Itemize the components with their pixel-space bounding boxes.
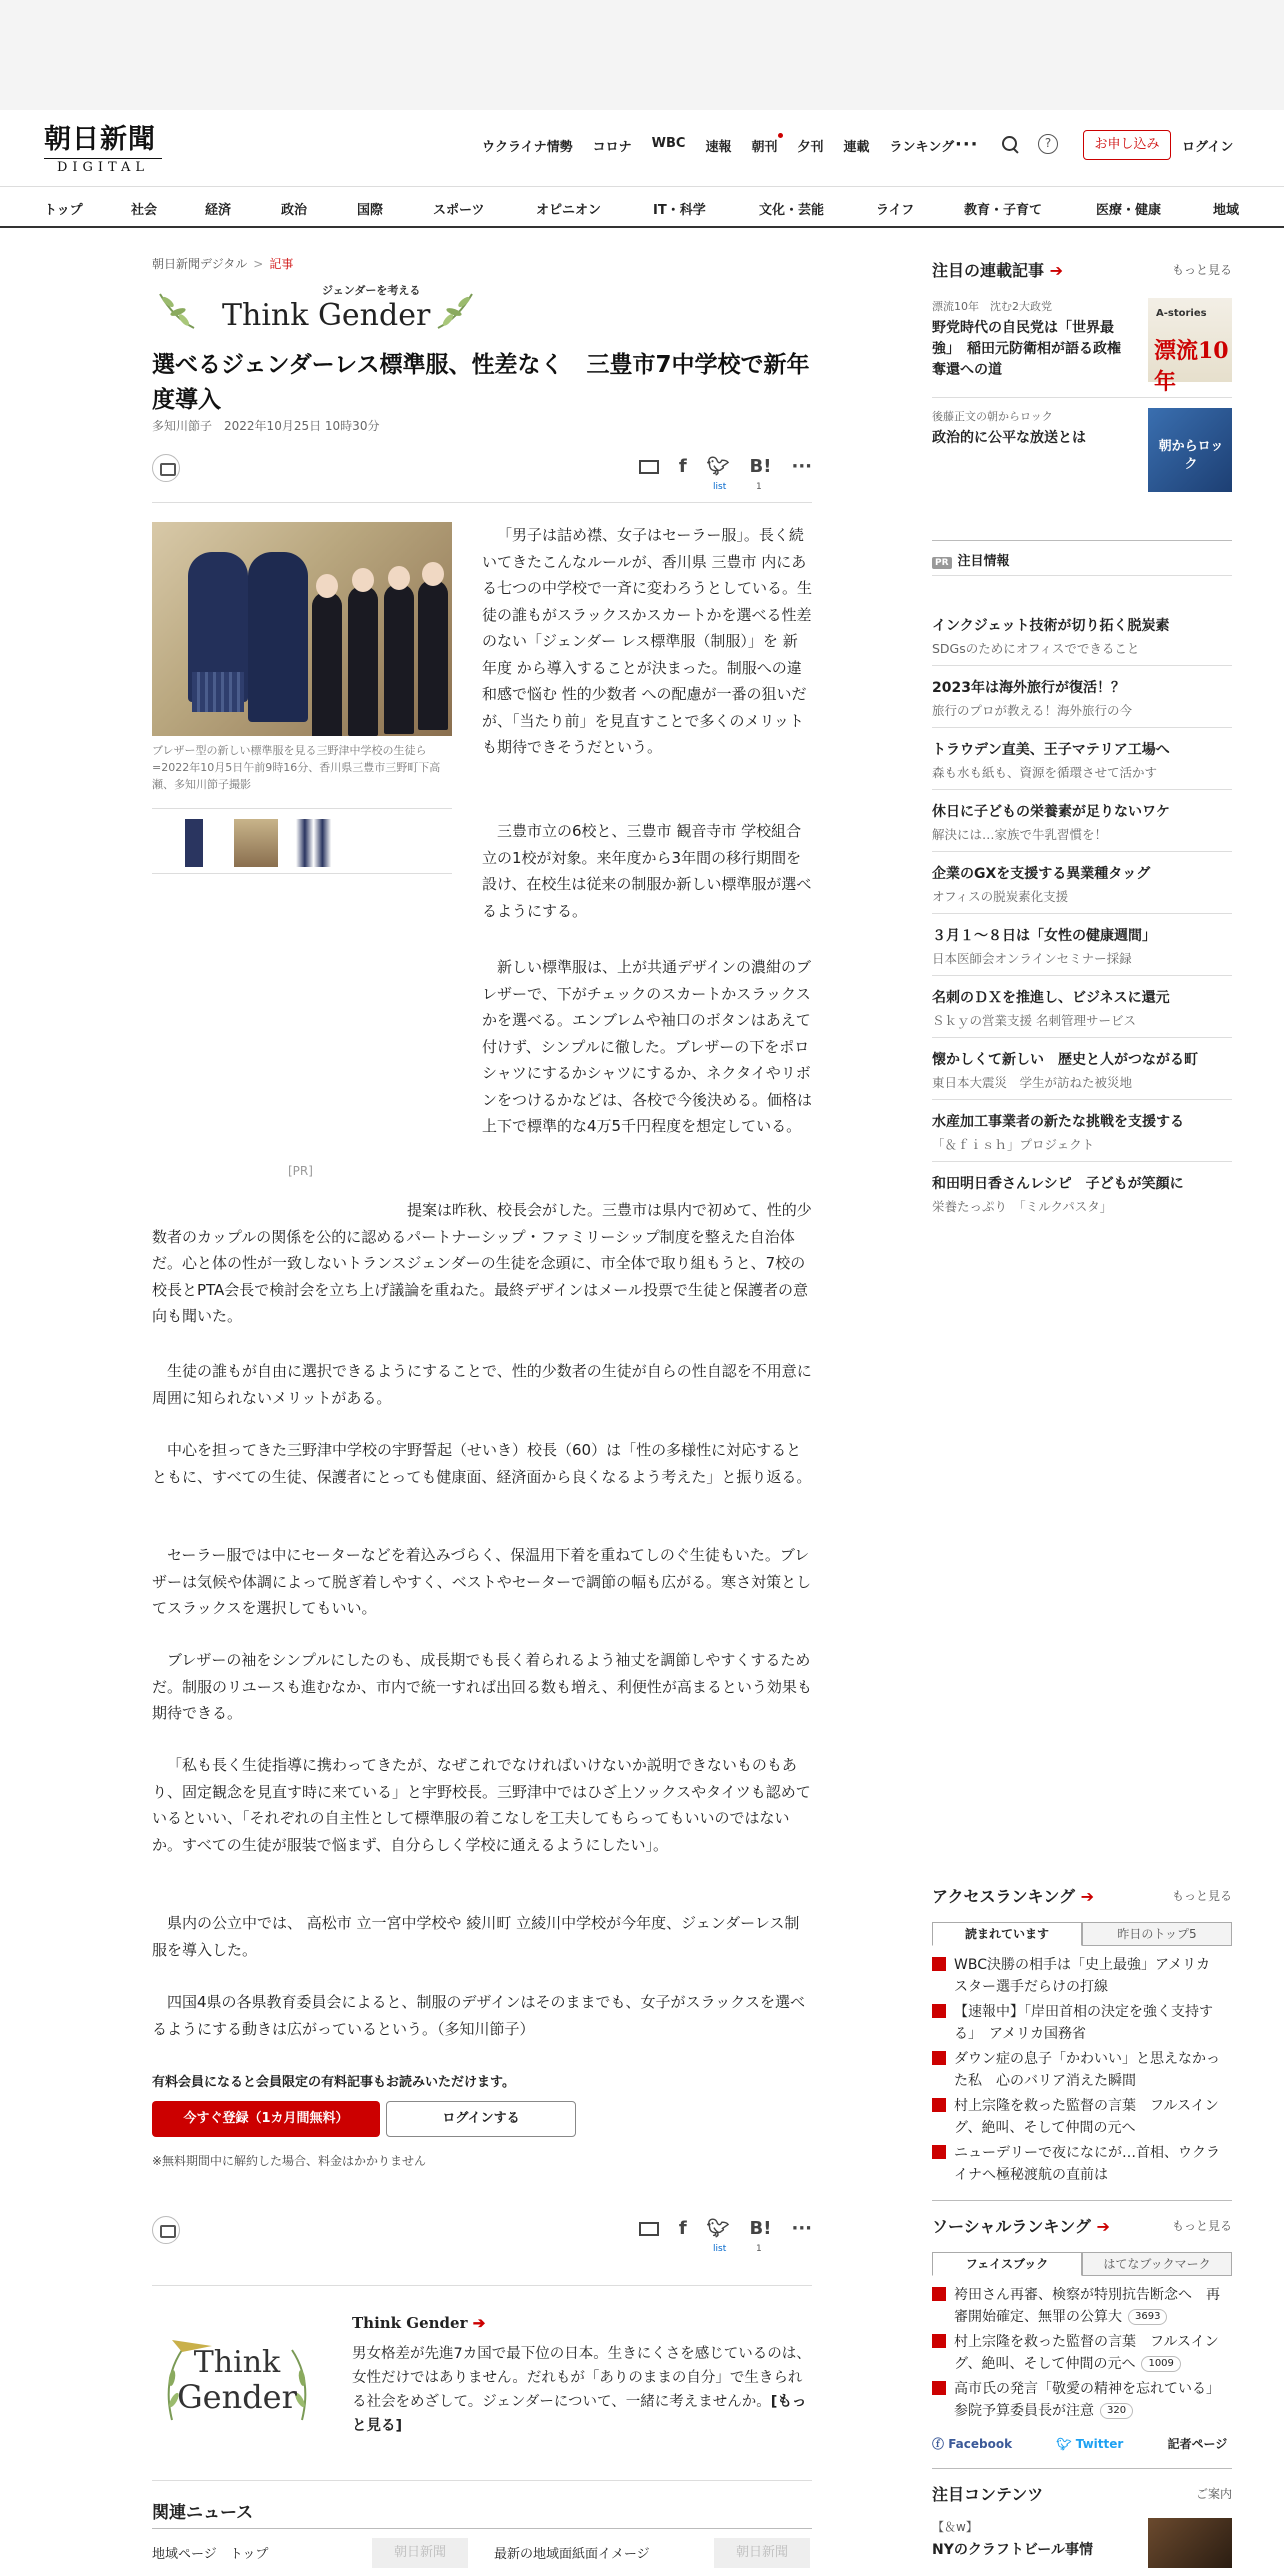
category-item[interactable]: スポーツ	[433, 203, 485, 218]
ranking-item[interactable]	[932, 2142, 1232, 2186]
twitter-share-icon[interactable]: 🐦︎	[706, 2218, 730, 2239]
pr-badge: PR	[932, 557, 952, 569]
think-gender-logo-top: Think	[193, 2345, 281, 2380]
social-ranking-heading-row	[932, 2214, 1232, 2238]
topnav-item[interactable]: ランキング	[889, 140, 955, 155]
pr-item[interactable]	[932, 925, 1232, 967]
think-gender-box	[152, 2300, 812, 2460]
member-note: 有料会員になると会員限定の有料記事もお読みいただけます。	[152, 2075, 515, 2090]
featured-content-heading-row	[932, 2482, 1232, 2506]
pr-title: 2023年は海外旅行が復活！？	[932, 680, 1125, 696]
featured-content-thumbnail	[1148, 2518, 1232, 2568]
category-item[interactable]: 文化・芸能	[759, 203, 825, 218]
search-icon[interactable]	[1000, 134, 1020, 154]
series-heading[interactable]	[932, 261, 1063, 280]
topnav-item[interactable]: ウクライナ情勢	[482, 140, 573, 155]
pr-item[interactable]	[932, 801, 1232, 843]
ranking-text: 村上宗隆を救った監督の言葉 フルスイング、絶叫、そして仲間の元へ	[954, 2334, 1219, 2372]
author-name[interactable]: 多知川節子	[152, 419, 213, 433]
divider	[932, 727, 1232, 728]
mail-share-icon[interactable]	[639, 460, 659, 474]
series-kicker: 漂流10年 沈む2大政党	[932, 300, 1052, 313]
category-item[interactable]: オピニオン	[536, 203, 602, 218]
pr-subtitle: Ｓｋｙの営業支援 名刺管理サービス	[932, 1013, 1136, 1028]
ranking-text: 高市氏の発言「敬愛の精神を忘れている」 参院予算委員長が注意	[954, 2381, 1227, 2419]
series-thumbnail: A-stories 漂流10年	[1148, 298, 1232, 382]
breadcrumb	[152, 255, 293, 272]
rank-number-icon	[932, 2334, 946, 2348]
twitter-link[interactable]: 🐦︎ Twitter	[1056, 2437, 1124, 2451]
arrow-right-icon: ➔	[1049, 261, 1063, 280]
mail-share-icon[interactable]	[639, 2222, 659, 2236]
social-links	[932, 2435, 1247, 2452]
photo-thumbnails	[152, 808, 452, 874]
topnav-item[interactable]: 朝刊	[751, 136, 777, 155]
divider	[932, 975, 1232, 976]
featured-content-heading: 注目コンテンツ	[932, 2485, 1044, 2504]
featured-content-item[interactable]	[932, 2518, 1232, 2568]
byline	[152, 417, 379, 434]
category-item[interactable]: 教育・子育て	[964, 203, 1043, 218]
twitter-link-label: Twitter	[1075, 2437, 1124, 2451]
ranking-text: 袴田さん再審、検察が特別抗告断念へ 再審開始確定、無罪の公算大	[954, 2287, 1220, 2325]
facebook-link[interactable]: ⓕ Facebook	[932, 2437, 1013, 2451]
pr-subtitle: 栄養たっぷり 「ミルクパスタ」	[932, 1199, 1113, 1214]
hatena-count: 1	[756, 482, 762, 492]
breadcrumb-current: 記事	[269, 257, 294, 271]
divider	[932, 1037, 1232, 1038]
hatena-share-icon[interactable]: B!	[749, 2218, 772, 2239]
category-item[interactable]: 国際	[357, 203, 384, 218]
rank-number-icon	[932, 2051, 946, 2065]
leaf-right-icon	[432, 288, 478, 330]
pr-item[interactable]	[932, 615, 1232, 657]
access-ranking-label: アクセスランキング	[932, 1887, 1076, 1906]
category-item[interactable]: 経済	[205, 203, 232, 218]
pr-item[interactable]	[932, 677, 1232, 719]
series-item[interactable]	[932, 298, 1232, 395]
article-paragraph: 「私も長く生徒指導に携わってきたが、なぜこれでなければいけないか説明できないものもあり、固定観念を見直す時に来ている」と宇野校長。三野津中ではひざ上ソックスやタイツも認めているといい、「それぞれの自主性として標準服の着こなしを工夫してもらってもいいのではないか。すべての生徒が服装で悩まず、自分らしく学校に通えるようにしたい」。	[152, 1756, 811, 1854]
think-gender-more-link[interactable]: [もっと見る]	[352, 2394, 807, 2434]
divider	[932, 913, 1232, 914]
share-icons	[619, 456, 812, 477]
pr-item[interactable]	[932, 863, 1232, 905]
series-thumb-text: 漂流10年	[1154, 338, 1229, 395]
pr-item[interactable]	[932, 1049, 1232, 1091]
series-banner-subtitle: ジェンダーを考える	[322, 284, 421, 297]
social-more-link[interactable]: もっと見る	[1171, 2219, 1232, 2233]
pr-title: 名刺のＤＸを推進し、ビジネスに還元	[932, 990, 1170, 1006]
arrow-right-icon: ➔	[1096, 2217, 1110, 2236]
divider	[152, 2285, 812, 2286]
pr-title: 企業のGXを支援する異業種タッグ	[932, 866, 1151, 882]
category-item[interactable]: 社会	[131, 203, 158, 218]
top-nav	[482, 136, 974, 155]
pr-item[interactable]	[932, 739, 1232, 781]
pr-title: 和田明日香さんレシピ 子どもが笑顔に	[932, 1176, 1184, 1192]
share-toolbar-top	[152, 448, 812, 496]
ranking-text: 村上宗隆を救った監督の言葉 フルスイング、絶叫、そして仲間の元へ	[954, 2098, 1219, 2136]
pr-item[interactable]	[932, 987, 1232, 1029]
ranking-text: ダウン症の息子「かわいい」と思えなかった私 心のバリア消えた瞬間	[954, 2051, 1220, 2089]
access-ranking-tabs	[932, 1922, 1232, 1946]
arrow-right-icon: ➔	[1080, 1887, 1095, 1906]
print-icon[interactable]	[152, 454, 180, 482]
hatena-list-link[interactable]: list	[713, 2244, 727, 2254]
pr-subtitle: 東日本大震災 学生が訪ねた被災地	[932, 1075, 1133, 1090]
tab-yesterday-top5[interactable]: 昨日のトップ5	[1082, 1922, 1232, 1946]
article-paragraph: 四国4県の各県教育委員会によると、制服のデザインはそのままでも、女子がスラックスを選べるようにする動きは広がっているという。（多知川節子）	[152, 1993, 806, 2038]
share-count-badge: 3693	[1128, 2309, 1167, 2325]
photo-student	[348, 586, 378, 736]
article-paragraph: 新しい標準服は、上が共通デザインの濃紺のブレザーで、下がチェックのスカートかスラックスかを選べる。エンブレムや袖口のボタンはあえて付けず、シンプルに徹した。ブレザーの下をポロシャツにするかシャツにするか、ネクタイやリボンをつけるかなどは、各校で今後決める。価格は上下で標準的な4万5千円程度を想定している。	[482, 958, 813, 1135]
photo-student	[312, 592, 342, 736]
article-paragraph: セーラー服では中にセーターなどを着込みづらく、保温用下着を重ねてしのぐ生徒もいた。ブレザーは気候や体調によって脱ぎ着しやすく、ベストやセーターで調節の幅も広がる。寒さ対策としてスラックスを選択してもいい。	[152, 1546, 812, 1617]
divider	[152, 502, 812, 503]
divider	[932, 1161, 1232, 1162]
tab-hatena-bookmark[interactable]: はてなブックマーク	[1082, 2252, 1232, 2276]
access-ranking-heading-row	[932, 1884, 1232, 1908]
leaf-left-icon	[154, 288, 200, 330]
share-toolbar-bottom	[152, 2210, 812, 2258]
hatena-count: 1	[756, 2244, 762, 2254]
article-paragraph: ブレザーの袖をシンプルにしたのも、成長期でも長く着られるよう袖丈を調節しやすくするためだ。制服のリユースも進むなか、市内で統一すれば出回る数も増え、利便性が高まるという効果も期待できる。	[152, 1651, 812, 1722]
pr-title: ３月１～８日は「女性の健康週間」	[932, 928, 1156, 944]
arrow-right-icon: ➔	[472, 2314, 486, 2332]
breadcrumb-home[interactable]: 朝日新聞デジタル	[152, 257, 248, 271]
social-ranking-item[interactable]	[932, 2378, 1232, 2422]
rank-number-icon	[932, 1957, 946, 1971]
signup-button[interactable]: お申し込み	[1083, 130, 1171, 160]
rank-number-icon	[932, 2145, 946, 2159]
facebook-link-label: Facebook	[948, 2437, 1013, 2451]
hatena-list-link[interactable]: list	[713, 482, 727, 492]
featured-content-title: NYのクラフトビール事情	[932, 2542, 1094, 2558]
pr-heading	[932, 550, 1010, 569]
social-ranking-item[interactable]	[932, 2331, 1232, 2375]
social-ranking-item[interactable]	[932, 2284, 1232, 2328]
more-share-icon[interactable]: ···	[791, 456, 812, 477]
think-gender-heading[interactable]	[352, 2314, 485, 2332]
access-ranking-heading[interactable]	[932, 1887, 1094, 1906]
photo-face	[316, 574, 338, 598]
featured-content-guide-link[interactable]: ご案内	[1195, 2487, 1232, 2501]
facebook-share-icon[interactable]: f	[678, 456, 687, 477]
category-nav	[0, 186, 1284, 228]
divider	[932, 665, 1232, 666]
rank-number-icon	[932, 2098, 946, 2112]
photo-student	[384, 584, 414, 734]
share-count-badge: 1009	[1141, 2356, 1180, 2372]
more-share-icon[interactable]: ···	[791, 2218, 812, 2239]
ranking-text: ニューデリーで夜になにが…首相、ウクライナへ極秘渡航の直前は	[954, 2145, 1220, 2183]
series-heading-row	[932, 258, 1232, 282]
hatena-share-icon[interactable]: B!	[749, 456, 772, 477]
share-count-badge: 320	[1100, 2403, 1133, 2419]
divider	[932, 575, 1232, 576]
featured-content-kicker: 【＆w】	[932, 2520, 978, 2534]
more-menu-icon[interactable]: ···	[955, 134, 979, 155]
help-icon[interactable]: ?	[1038, 134, 1058, 154]
topnav-item[interactable]: WBC	[651, 136, 686, 151]
rank-number-icon	[932, 2381, 946, 2395]
photo-blazer	[248, 552, 308, 722]
topnav-item[interactable]: 連載	[843, 140, 870, 155]
photo-face	[352, 568, 374, 592]
related-news-thumbnail[interactable]: 朝日新聞	[714, 2538, 810, 2568]
related-news-item[interactable]: 地域ページ トップ	[152, 2547, 269, 2562]
think-gender-text	[352, 2342, 812, 2438]
series-heading-label: 注目の連載記事	[932, 261, 1045, 280]
article-paragraph: 三豊市立の6校と、三豊市 観音寺市 学校組合立の1校が対象。来年度から3年間の移行期間を設け、在校生は従来の制服か新しい標準服が選べるようにする。	[482, 822, 812, 920]
related-news-item[interactable]: 最新の地域面紙面イメージ	[494, 2547, 650, 2562]
divider	[152, 2528, 812, 2529]
pr-subtitle: 解決には…家族で牛乳習慣を！	[932, 827, 1108, 842]
series-more-link[interactable]: もっと見る	[1171, 263, 1232, 277]
ranking-item[interactable]	[932, 1954, 1232, 1998]
divider	[932, 851, 1232, 852]
social-ranking-heading[interactable]	[932, 2217, 1110, 2236]
tab-most-read[interactable]: 読まれています	[932, 1922, 1082, 1946]
pr-title: 休日に子どもの栄養素が足りないワケ	[932, 804, 1170, 820]
think-gender-logo-bottom: Gender	[177, 2378, 297, 2416]
category-item[interactable]: 医療・健康	[1096, 203, 1162, 218]
pr-title: インクジェット技術が切り拓く脱炭素	[932, 618, 1170, 634]
share-icons	[619, 2218, 812, 2239]
site-logo[interactable]	[44, 124, 174, 175]
ranking-text: WBC決勝の相手は「史上最強」アメリカ スター選手だらけの打線	[954, 1957, 1224, 1995]
think-gender-description: 男女格差が先進7カ国で最下位の日本。生きにくさを感じているのは、女性だけではありません。だれもが「ありのままの自分」で生きられる社会をめざして。ジェンダーについて、一緒に考えませんか。	[352, 2346, 811, 2410]
reporter-page-link[interactable]: 記者ページ	[1167, 2437, 1228, 2451]
ranking-item[interactable]	[932, 2001, 1232, 2045]
top-ad-band	[0, 0, 1284, 110]
site-header	[0, 110, 1284, 186]
article-title: 選べるジェンダーレス標準服、性差なく 三豊市7中学校で新年度導入	[152, 352, 810, 413]
divider	[152, 2480, 812, 2481]
social-ranking-label: ソーシャルランキング	[932, 2217, 1091, 2236]
divider	[932, 540, 1232, 541]
pr-heading-label: 注目情報	[957, 554, 1010, 569]
photo-face	[422, 562, 444, 586]
breadcrumb-separator: >	[253, 257, 264, 271]
photo-caption: ブレザー型の新しい標準服を見る三野津中学校の生徒ら=2022年10月5日午前9時16分、香川県三豊市三野町下高瀬、多知川節子撮影	[152, 744, 441, 791]
pr-title: 懐かしくて新しい 歴史と人がつながる町	[932, 1052, 1198, 1068]
rank-number-icon	[932, 2287, 946, 2301]
article-paragraph: 県内の公立中では、 高松市 立一宮中学校や 綾川町 立綾川中学校が今年度、ジェンダーレス制服を導入した。	[152, 1914, 800, 1959]
series-thumb-text: 朝からロック	[1158, 439, 1224, 472]
divider	[932, 1099, 1232, 1100]
trial-note: ※無料期間中に解約した場合、料金はかかりません	[152, 2154, 427, 2168]
series-kicker: 後藤正文の朝からロック	[932, 410, 1053, 423]
series-item[interactable]	[932, 408, 1232, 492]
divider	[932, 2200, 1232, 2201]
logo-main-text: 朝日新聞	[44, 124, 156, 155]
photo-student	[418, 580, 448, 730]
tab-facebook[interactable]: フェイスブック	[932, 2252, 1082, 2276]
rank-number-icon	[932, 2004, 946, 2018]
series-title: 野党時代の自民党は「世界最強」 稲田元防衛相が語る政権奪還への道	[932, 320, 1121, 378]
logo-sub-text: DIGITAL	[44, 158, 162, 175]
series-banner[interactable]	[154, 278, 484, 338]
pr-title: 水産加工事業者の新たな挑戦を支援する	[932, 1114, 1184, 1130]
series-thumbnail	[1148, 408, 1232, 492]
article-photo[interactable]	[152, 522, 452, 736]
twitter-share-icon[interactable]: 🐦︎	[706, 456, 730, 477]
publish-date: 2022年10月25日 10時30分	[224, 419, 380, 433]
topnav-item[interactable]: 夕刊	[797, 140, 824, 155]
pr-subtitle: 旅行のプロが教える！海外旅行の今	[932, 703, 1133, 718]
photo-thumbnail[interactable]	[172, 819, 216, 867]
category-item[interactable]: 地域	[1213, 203, 1240, 218]
ranking-text: 【速報中】「岸田首相の決定を強く支持する」 アメリカ国務省	[954, 2004, 1213, 2042]
photo-thumbnail[interactable]	[296, 819, 340, 867]
related-news-thumbnail[interactable]: 朝日新聞	[372, 2538, 468, 2568]
pr-subtitle: 「＆ｆｉｓｈ」プロジェクト	[932, 1137, 1095, 1152]
related-news-heading: 関連ニュース	[152, 2503, 254, 2523]
topnav-item[interactable]: 速報	[705, 140, 732, 155]
divider	[932, 2468, 1232, 2469]
social-ranking-tabs	[932, 2252, 1232, 2276]
category-item[interactable]: ライフ	[876, 203, 915, 218]
article-paragraph: 生徒の誰もが自由に選択できるようにすることで、性的少数者の生徒が自らの性自認を不用意に周囲に知られないメリットがある。	[152, 1362, 812, 1407]
print-icon[interactable]	[152, 2216, 180, 2244]
article-paragraph: 中心を担ってきた三野津中学校の宇野誓起（せいき）校長（60）は「性の多様性に対応するとともに、すべての生徒、保護者にとっても健康面、経済面から良くなるよう考えた」と振り返る。	[152, 1441, 812, 1486]
pr-subtitle: 森も水も紙も、資源を循環させて活かす	[932, 765, 1158, 780]
divider	[932, 789, 1232, 790]
register-button[interactable]: 今すぐ登録（1カ月間無料）	[152, 2101, 380, 2137]
article-paragraph: 提案は昨秋、校長会がした。三豊市は県内で初めて、性的少数者のカップルの関係を公的に認めるパートナーシップ・ファミリーシップ制度を整えた自治体だ。心と体の性が一致しないトランスジェンダーの生徒を念頭に、市全体で取り組もうと、7校の校長とPTA会長で検討会を立ち上げ議論を重ねた。最終デザインはメール投票で生徒と保護者の意向も聞いた。	[152, 1201, 812, 1325]
photo-thumbnail[interactable]	[234, 819, 278, 867]
pr-item[interactable]	[932, 1173, 1232, 1215]
category-item[interactable]: IT・科学	[653, 203, 706, 218]
series-banner-title: Think Gender	[222, 298, 431, 333]
category-item[interactable]: 政治	[281, 203, 308, 218]
article-paragraph: 「男子は詰め襟、女子はセーラー服」。長く続いてきたこんなルールが、香川県 三豊市 内にある七つの中学校で一斉に変わろうとしている。生徒の誰もがスラックスかスカートかを選べる性差のない「ジェンダー レス標準服（制服）」を 新年度 から導入することが決まった。制服への違和感で悩む 性的少数者 への配慮が一番の狙いだが、「当たり前」を見直すことで多くのメリットも期待できそうだという。	[482, 526, 813, 756]
pr-subtitle: オフィスの脱炭素化支援	[932, 889, 1069, 904]
facebook-share-icon[interactable]: f	[678, 2218, 687, 2239]
ranking-item[interactable]	[932, 2095, 1232, 2139]
photo-skirt	[192, 672, 244, 712]
think-gender-heading-label: Think Gender	[352, 2314, 468, 2332]
pr-item[interactable]	[932, 1111, 1232, 1153]
category-item[interactable]: トップ	[44, 203, 83, 218]
series-title: 政治的に公平な放送とは	[932, 430, 1086, 446]
photo-face	[388, 566, 410, 590]
topnav-item[interactable]: コロナ	[592, 140, 632, 155]
think-gender-logo[interactable]	[152, 2310, 322, 2430]
access-more-link[interactable]: もっと見る	[1171, 1889, 1232, 1903]
login-link[interactable]: ログイン	[1182, 140, 1234, 155]
pr-title: トラウデン直美、王子マテリア工場へ	[932, 742, 1170, 758]
ranking-item[interactable]	[932, 2048, 1232, 2092]
divider	[932, 397, 1232, 398]
pr-label: [PR]	[288, 1164, 313, 1178]
pr-subtitle: SDGsのためにオフィスでできること	[932, 641, 1140, 656]
pr-subtitle: 日本医師会オンラインセミナー採録	[932, 951, 1132, 966]
login-button[interactable]: ログインする	[386, 2101, 576, 2137]
